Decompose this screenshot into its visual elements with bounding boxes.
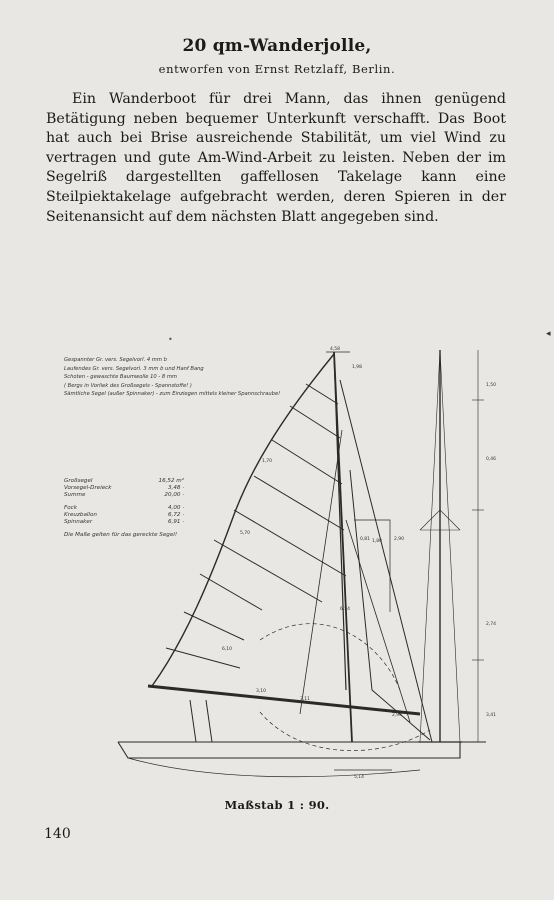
shroud-aft [300, 430, 342, 714]
note-line: Sämtliche Segel (außer Spinnaker) - zum Einziegen mittels kleiner Spannschraube! [64, 391, 281, 398]
margin-mark: ◂ [546, 330, 551, 339]
dimension-label: 1,80 [372, 539, 383, 544]
sail-battens [166, 384, 346, 668]
shroud-fore [346, 520, 410, 722]
dimension-label: 5,14 [354, 775, 365, 780]
front-view-rig [418, 350, 462, 742]
body-paragraph: Ein Wanderboot für drei Mann, das ihnen genügend Betätigung neben bequemer Unterkunft verschafft. Das Boot hat auch bei Brise ausreichende Stabilität, um viel Wind zu vertragen und gute Am-Wind-Arbeit zu leisten. Neben der im Segelriß dargestellten gaffellosen Takelage kann eine Steilpiektakelage aufgebracht werden, deren Spieren in der Seitenansicht auf dem nächsten Blatt angegeben sind. [46, 91, 506, 225]
note-line: Gespannter Gr. vers. Segelvorl. 4 mm b [64, 357, 167, 363]
sail-plan-drawing [0, 330, 554, 800]
dimension-label: 2,74 [486, 622, 497, 627]
article-title: 20 qm-Wanderjolle, [182, 36, 372, 56]
area-footnote: Die Maße gelten für das gereckte Segel! [64, 532, 178, 539]
area-row: Spinnaker 6,91 · [64, 519, 184, 526]
scale-caption: Maßstab 1 : 90. [224, 798, 330, 812]
material-notes [64, 356, 294, 399]
dimension-label: 3,11 [300, 697, 311, 702]
page-number: 140 [44, 826, 71, 842]
dimension-label: 4,58 [330, 347, 341, 352]
area-row: Summe 20,00 · [64, 492, 184, 499]
area-row: Großsegel 16,52 m² [64, 478, 184, 484]
boom [148, 686, 420, 714]
article-subtitle: entworfen von Ernst Retzlaff, Berlin. [158, 62, 396, 76]
dimension-label: 3,41 [486, 713, 497, 718]
dimension-label: 5,70 [240, 531, 251, 536]
area-row: Fock 4,00 · [64, 504, 184, 511]
dimension-label: 6,54 [340, 607, 351, 612]
dimension-label: 1,50 [486, 383, 497, 388]
note-line: ( Bergs in Vorliek des Großsegels - Spannstoffe! ) [64, 382, 192, 389]
dimension-label: 3,10 [256, 689, 267, 694]
sail-area-table [64, 478, 184, 539]
main-mast [334, 352, 352, 742]
area-row: Vorsegel-Dreieck 3,48 · [64, 485, 184, 492]
hull-keel-line [128, 758, 420, 777]
dimension-label: 6,10 [222, 647, 233, 652]
dimension-label: 1,70 [262, 459, 273, 464]
dimension-label: 2,94 [392, 713, 403, 718]
hull-outline [118, 742, 460, 758]
dimension-label: 2,90 [394, 537, 405, 542]
construction-arc-2 [260, 624, 400, 690]
note-line: Laufendes Gr. vers. Segelvorl. 3 mm b und Hanf Bang [64, 365, 204, 372]
area-row: Kreuzballon 6,72 · [64, 511, 184, 518]
rudder [190, 700, 212, 742]
note-line: Schoten - gewaschte Baumwolle 10 - 8 mm [64, 374, 177, 381]
mainsail-luff [334, 354, 346, 690]
reference-mark: • [168, 335, 173, 344]
dimension-label: 1,98 [352, 365, 363, 370]
dimension-label: 0,81 [360, 537, 371, 542]
forestay [340, 380, 432, 742]
dimension-label: 0,46 [486, 457, 497, 462]
